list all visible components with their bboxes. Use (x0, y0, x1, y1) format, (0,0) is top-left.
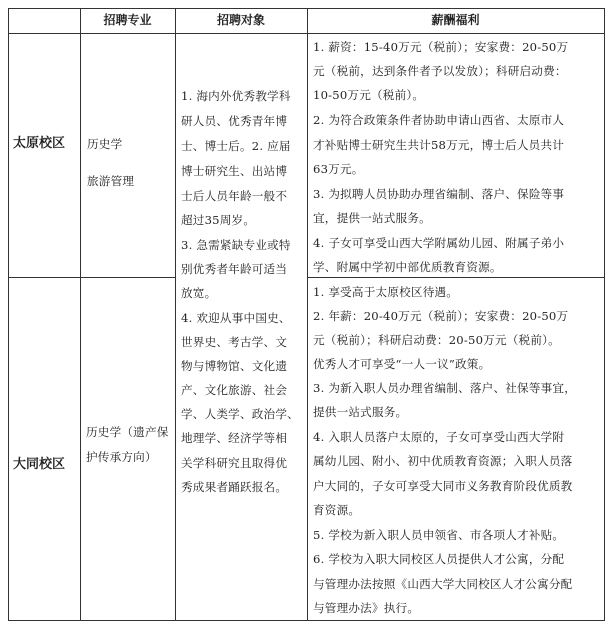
datong-benefit-line: 优秀人才可享受“一人一议”政策。 (313, 357, 491, 371)
datong-benefit-line: 1. 享受高于太原校区待遇。 (313, 285, 459, 299)
target-line: 学、人类学、政治学、 (181, 407, 299, 421)
taiyuan-benefit-line: 4. 子女可享受山西大学附属幼儿园、附属子弟小 (313, 236, 565, 250)
datong-major: 护传承方向） (86, 450, 157, 464)
target-line: 士、博士后。2. 应届 (181, 139, 291, 153)
col-divider-1 (80, 8, 81, 621)
taiyuan-benefit-line: 10-50万元（税前）。 (313, 88, 425, 102)
target-line: 4. 欢迎从事中国史、 (181, 311, 291, 325)
datong-major: 历史学（遗产保 (86, 425, 169, 439)
datong-benefit-line: 育资源。 (313, 503, 361, 517)
taiyuan-major: 旅游管理 (87, 174, 135, 188)
target-line: 放宽。 (181, 286, 217, 300)
datong-benefit-line: 6. 学校为入职大同校区人员提供人才公寓，分配 (313, 552, 565, 566)
target-line: 3. 急需紧缺专业或特 (181, 238, 291, 252)
target-line: 秀成果者踊跃报名。 (181, 480, 288, 494)
col-divider-2 (175, 8, 176, 621)
datong-benefit-line: 元（税前）；科研启动费：20-50万元（税前）。 (313, 333, 560, 347)
target-line: 博士研究生、出站博 (181, 164, 288, 178)
row-divider-left (8, 277, 175, 278)
taiyuan-benefit-line: 1. 薪资：15-40万元（税前）；安家费：20-50万 (313, 40, 569, 54)
taiyuan-benefit-line: 学、附属中学初中部优质教育资源。 (313, 260, 502, 274)
target-line: 别优秀者年龄可适当 (181, 262, 288, 276)
taiyuan-major: 历史学 (87, 137, 123, 151)
campus-datong: 大同校区 (13, 457, 66, 472)
target-line: 关学科研究且取得优 (181, 456, 288, 470)
col-divider-3 (307, 8, 308, 621)
taiyuan-benefit-line: 3. 为拟聘人员协助办理省编制、落户、保险等事 (313, 187, 565, 201)
datong-benefit-line: 户大同的，子女可享受大同市义务教育阶段优质教 (313, 479, 573, 493)
datong-benefit-line: 3. 为新入职人员办理省编制、落户、社保等事宜， (313, 381, 577, 395)
datong-benefit-line: 与管理办法》执行。 (313, 601, 420, 615)
table-border-right (604, 8, 605, 621)
taiyuan-benefit-line: 才补贴博士研究生共计58万元，博士后人员共计 (313, 138, 565, 152)
target-line: 1. 海内外优秀教学科 (181, 89, 291, 103)
table-border-left (8, 8, 9, 621)
header-target: 招聘对象 (216, 13, 265, 27)
datong-benefit-line: 4. 入职人员落户太原的，子女可享受山西大学附 (313, 430, 565, 444)
datong-benefit-line: 5. 学校为新入职人员申领省、市各项人才补贴。 (313, 528, 565, 542)
row-divider-right (307, 277, 605, 278)
taiyuan-benefit-line: 元（税前，达到条件者予以发放）；科研启动费： (313, 64, 567, 78)
taiyuan-benefit-line: 63万元。 (313, 162, 364, 176)
campus-taiyuan: 太原校区 (13, 136, 66, 151)
datong-benefit-line: 2. 年薪：20-40万元（税前）；安家费：20-50万 (313, 309, 569, 323)
taiyuan-benefit-line: 2. 为符合政策条件者协助申请山西省、太原市人 (313, 113, 565, 127)
target-line: 世界史、考古学、文 (181, 335, 288, 349)
target-line: 超过35周岁。 (181, 213, 256, 227)
header-major: 招聘专业 (103, 13, 152, 27)
taiyuan-benefit-line: 宜，提供一站式服务。 (313, 211, 431, 225)
target-line: 产、文化旅游、社会 (181, 383, 288, 397)
header-benefits: 薪酬福利 (431, 13, 480, 27)
datong-benefit-line: 与管理办法按照《山西大学大同校区人才公寓分配 (313, 577, 573, 591)
target-line: 物与博物馆、文化遗 (181, 359, 288, 373)
target-line: 研人员、优秀青年博 (181, 114, 288, 128)
datong-benefit-line: 属幼儿园、附小、初中优质教育资源；入职人员落 (313, 454, 573, 468)
datong-benefit-line: 提供一站式服务。 (313, 405, 408, 419)
target-line: 地理学、经济学等相 (181, 431, 288, 445)
target-line: 士后人员年龄一般不 (181, 189, 288, 203)
